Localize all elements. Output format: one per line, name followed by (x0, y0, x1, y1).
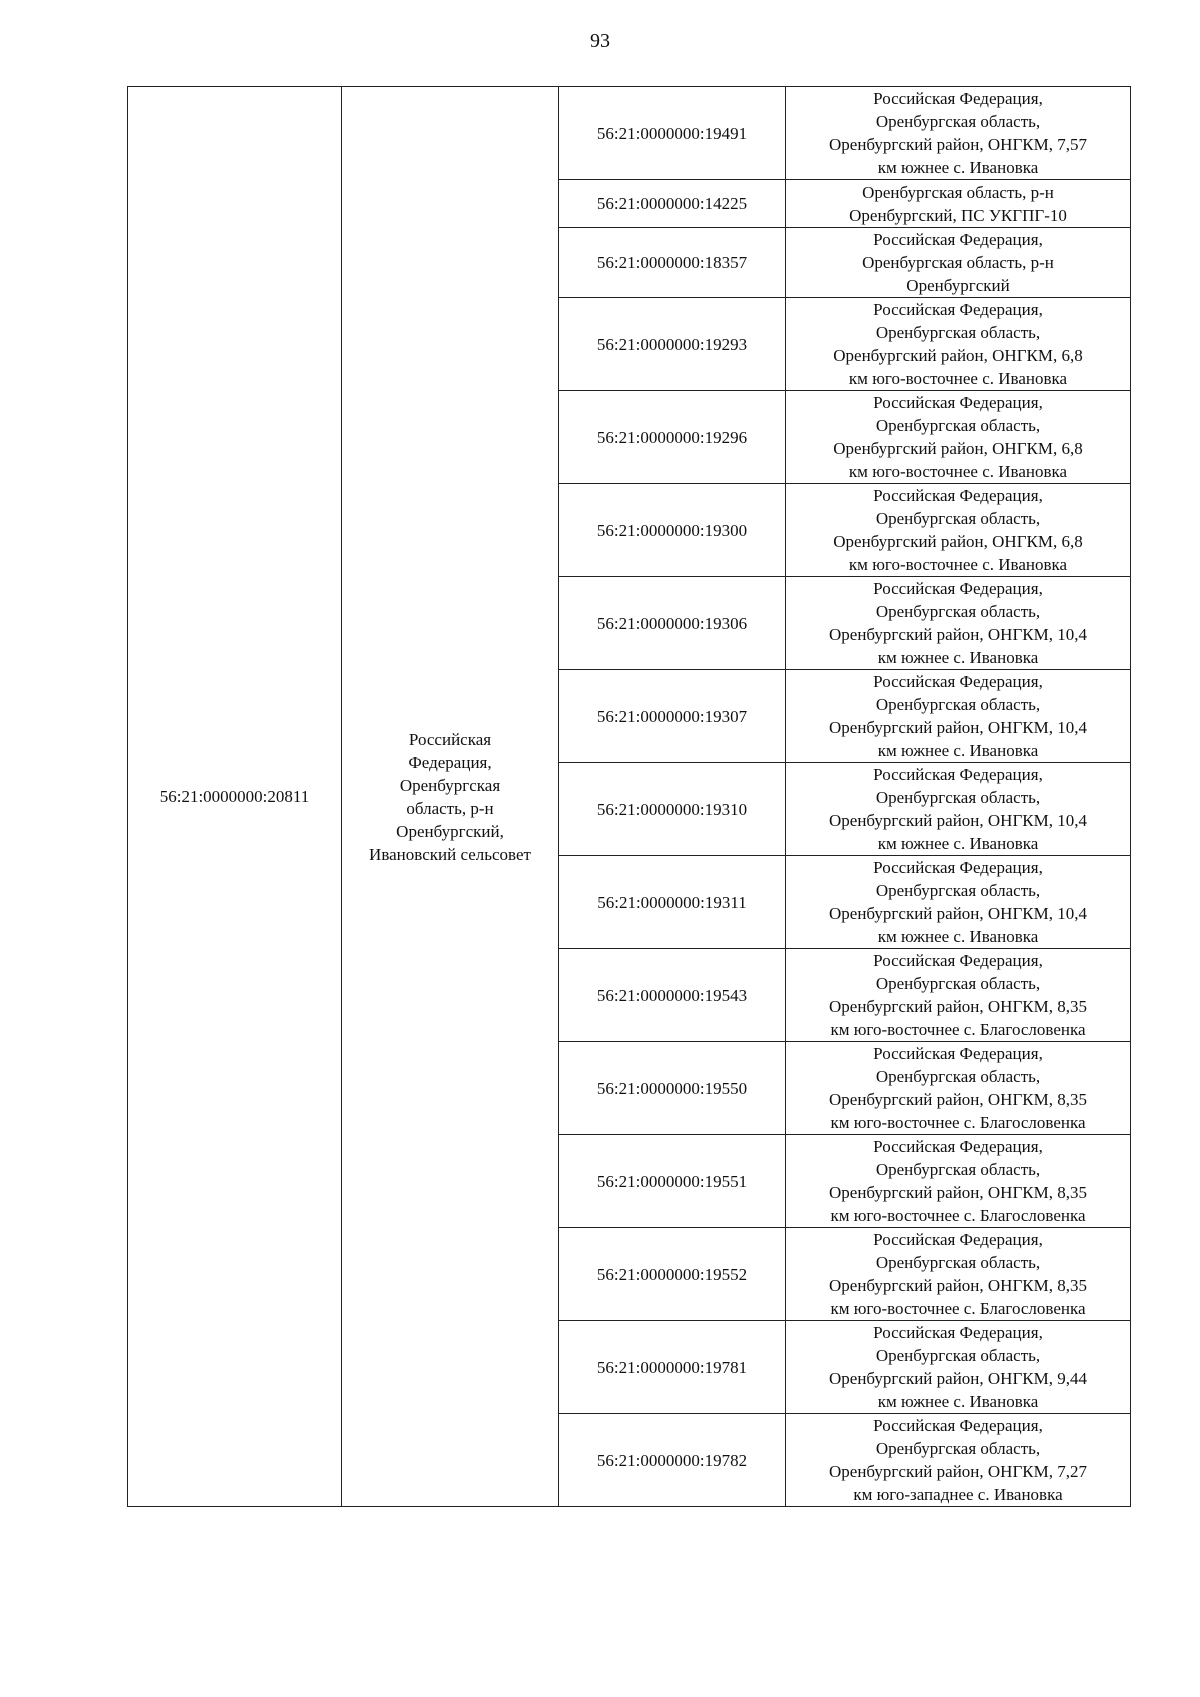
parcels-table-body (128, 87, 1131, 1507)
parcel-address: Российская Федерация, Оренбургская область, Оренбургский район, ОНГКМ, 8,35 км юго-восточнее с. Благословенка (786, 1042, 1131, 1135)
parcel-number: 56:21:0000000:19543 (559, 949, 786, 1042)
parcel-number: 56:21:0000000:19307 (559, 670, 786, 763)
parcel-number: 56:21:0000000:19782 (559, 1414, 786, 1507)
parcel-address: Российская Федерация, Оренбургская область, Оренбургский район, ОНГКМ, 10,4 км южнее с. Ивановка (786, 670, 1131, 763)
parcel-number: 56:21:0000000:19491 (559, 87, 786, 180)
main-cadastral-number: 56:21:0000000:20811 (128, 87, 342, 1507)
parcel-address: Российская Федерация, Оренбургская область, Оренбургский район, ОНГКМ, 10,4 км южнее с. Ивановка (786, 763, 1131, 856)
page-number: 93 (590, 30, 610, 52)
parcel-address: Оренбургская область, р-н Оренбургский, ПС УКГПГ-10 (786, 180, 1131, 228)
parcel-address: Российская Федерация, Оренбургская область, Оренбургский район, ОНГКМ, 8,35 км юго-восточнее с. Благословенка (786, 1228, 1131, 1321)
parcel-address: Российская Федерация, Оренбургская область, Оренбургский район, ОНГКМ, 10,4 км южнее с. Ивановка (786, 577, 1131, 670)
parcel-number: 56:21:0000000:18357 (559, 228, 786, 298)
parcel-number: 56:21:0000000:19310 (559, 763, 786, 856)
table-row (128, 87, 1131, 180)
parcel-address: Российская Федерация, Оренбургская область, Оренбургский район, ОНГКМ, 7,27 км юго-западнее с. Ивановка (786, 1414, 1131, 1507)
parcel-number: 56:21:0000000:19550 (559, 1042, 786, 1135)
parcel-address: Российская Федерация, Оренбургская область, Оренбургский район, ОНГКМ, 7,57 км южнее с. Ивановка (786, 87, 1131, 180)
main-address: Российская Федерация, Оренбургская область, р-н Оренбургский, Ивановский сельсовет (342, 87, 559, 1507)
parcel-address: Российская Федерация, Оренбургская область, Оренбургский район, ОНГКМ, 10,4 км южнее с. Ивановка (786, 856, 1131, 949)
parcel-address: Российская Федерация, Оренбургская область, Оренбургский район, ОНГКМ, 8,35 км юго-восточнее с. Благословенка (786, 949, 1131, 1042)
parcel-address: Российская Федерация, Оренбургская область, Оренбургский район, ОНГКМ, 6,8 км юго-восточнее с. Ивановка (786, 484, 1131, 577)
parcel-number: 56:21:0000000:19311 (559, 856, 786, 949)
parcels-table (127, 86, 1131, 1507)
parcel-number: 56:21:0000000:19551 (559, 1135, 786, 1228)
parcel-address: Российская Федерация, Оренбургская область, Оренбургский район, ОНГКМ, 6,8 км юго-восточнее с. Ивановка (786, 298, 1131, 391)
parcel-number: 56:21:0000000:19552 (559, 1228, 786, 1321)
parcel-number: 56:21:0000000:19300 (559, 484, 786, 577)
parcel-number: 56:21:0000000:19306 (559, 577, 786, 670)
parcel-address: Российская Федерация, Оренбургская область, Оренбургский район, ОНГКМ, 6,8 км юго-восточнее с. Ивановка (786, 391, 1131, 484)
parcel-address: Российская Федерация, Оренбургская область, Оренбургский район, ОНГКМ, 8,35 км юго-восточнее с. Благословенка (786, 1135, 1131, 1228)
parcel-number: 56:21:0000000:19296 (559, 391, 786, 484)
parcel-number: 56:21:0000000:19781 (559, 1321, 786, 1414)
parcel-address: Российская Федерация, Оренбургская область, Оренбургский район, ОНГКМ, 9,44 км южнее с. Ивановка (786, 1321, 1131, 1414)
parcel-number: 56:21:0000000:19293 (559, 298, 786, 391)
parcel-number: 56:21:0000000:14225 (559, 180, 786, 228)
parcel-address: Российская Федерация, Оренбургская область, р-н Оренбургский (786, 228, 1131, 298)
